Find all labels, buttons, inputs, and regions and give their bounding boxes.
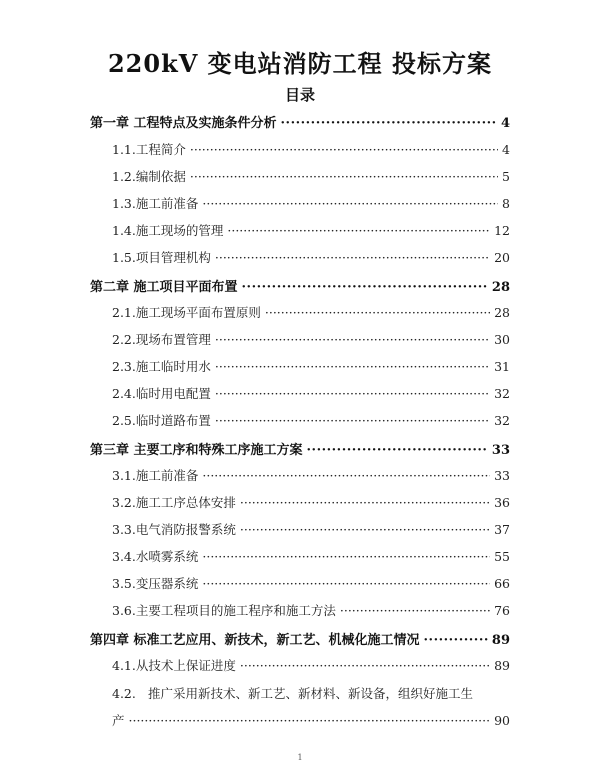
toc-page-number: 12 (494, 223, 510, 238)
toc-chapter-label: 第四章 标准工艺应用、新技术，新工艺、机械化施工情况 (90, 633, 420, 648)
toc-page-number: 76 (494, 603, 510, 618)
toc-section-4-2-line1[interactable] (112, 684, 473, 702)
toc-section-label: 施工前准备 (135, 468, 199, 483)
toc-section-4-2-line2[interactable] (112, 711, 510, 729)
leader-dots (340, 603, 490, 618)
leader-dots (227, 223, 490, 238)
leader-dots (215, 413, 490, 428)
toc-section-number: 2.1. (112, 305, 136, 320)
leader-dots (190, 169, 498, 184)
toc-section-2-1[interactable] (112, 303, 510, 321)
toc-chapter-4[interactable] (90, 629, 510, 648)
leader-dots (129, 713, 491, 728)
toc-section-label: 编制依据 (135, 169, 186, 184)
toc-section-number: 3.5. (112, 576, 136, 591)
toc-section-number: 2.3. (112, 359, 136, 374)
toc-section-number: 1.4. (112, 223, 136, 238)
toc-page-number: 28 (494, 305, 510, 320)
leader-dots (307, 443, 488, 458)
toc-page-number: 5 (502, 169, 510, 184)
toc-section-2-4[interactable] (112, 384, 510, 402)
toc-section-4-1[interactable] (112, 656, 510, 674)
toc-page-number: 33 (491, 443, 510, 458)
toc-section-1-1[interactable] (112, 140, 510, 158)
toc-chapter-1[interactable] (90, 112, 510, 131)
leader-dots (242, 280, 488, 295)
toc-section-label-continued: 产 (112, 713, 125, 728)
toc-page-number: 30 (494, 332, 510, 347)
leader-dots (240, 522, 490, 537)
toc-section-number: 4.1. (112, 658, 136, 673)
toc-section-label: 临时道路布置 (135, 413, 211, 428)
toc-section-label: 施工现场的管理 (135, 223, 224, 238)
toc-section-label: 现场布置管理 (135, 332, 211, 347)
toc-section-2-5[interactable] (112, 411, 510, 429)
toc-section-label: 施工前准备 (135, 196, 199, 211)
toc-section-number: 3.1. (112, 468, 136, 483)
leader-dots (281, 116, 497, 131)
toc-section-number: 2.4. (112, 386, 136, 401)
toc-section-label: 施工现场平面布置原则 (135, 305, 261, 320)
toc-page-number: 32 (494, 386, 510, 401)
toc-section-label: 推广采用新技术、新工艺、新材料、新设备，组织好施工生 (148, 686, 474, 701)
toc-section-number: 3.3. (112, 522, 136, 537)
toc-page-number: 4 (500, 116, 510, 131)
toc-chapter-label: 第三章 主要工序和特殊工序施工方案 (90, 443, 303, 458)
toc-section-label: 水喷雾系统 (135, 549, 199, 564)
toc-page-number: 4 (502, 142, 510, 157)
toc-section-label: 施工临时用水 (135, 359, 211, 374)
toc-section-label: 临时用电配置 (135, 386, 211, 401)
toc-page-number: 31 (494, 359, 510, 374)
toc-section-2-2[interactable] (112, 330, 510, 348)
leader-dots (240, 658, 490, 673)
toc-section-number: 4.2. (112, 686, 136, 701)
toc-section-1-3[interactable] (112, 194, 510, 212)
toc-section-label: 项目管理机构 (135, 250, 211, 265)
toc-section-label: 电气消防报警系统 (135, 522, 236, 537)
toc-section-3-3[interactable] (112, 520, 510, 538)
toc-page-number: 66 (494, 576, 510, 591)
leader-dots (202, 196, 498, 211)
toc-section-3-4[interactable] (112, 547, 510, 565)
toc-section-number: 1.1. (112, 142, 136, 157)
toc-section-1-4[interactable] (112, 221, 510, 239)
leader-dots (215, 332, 490, 347)
toc-section-1-5[interactable] (112, 248, 510, 266)
toc-page-number: 36 (494, 495, 510, 510)
toc-page-number: 32 (494, 413, 510, 428)
toc-page-number: 55 (494, 549, 510, 564)
toc-section-number: 1.5. (112, 250, 136, 265)
toc-page-number: 37 (494, 522, 510, 537)
toc-section-label: 主要工程项目的施工程序和施工方法 (135, 603, 336, 618)
toc-page-number: 8 (502, 196, 510, 211)
toc-section-3-1[interactable] (112, 466, 510, 484)
toc-page-number: 28 (491, 280, 510, 295)
toc-section-3-5[interactable] (112, 574, 510, 592)
toc-chapter-3[interactable] (90, 439, 510, 458)
toc-page-number: 89 (491, 633, 510, 648)
toc-section-1-2[interactable] (112, 167, 510, 185)
toc-section-3-6[interactable] (112, 601, 510, 619)
leader-dots (215, 359, 490, 374)
toc-section-number: 2.2. (112, 332, 136, 347)
toc-section-number: 1.3. (112, 196, 136, 211)
leader-dots (424, 633, 488, 648)
document-title: 220kV 变电站消防工程 投标方案 (107, 49, 493, 78)
toc-heading: 目录 (284, 86, 315, 104)
toc-chapter-2[interactable] (90, 276, 510, 295)
leader-dots (215, 386, 490, 401)
toc-section-label: 变压器系统 (135, 576, 199, 591)
toc-page-number: 20 (494, 250, 510, 265)
toc-section-number: 1.2. (112, 169, 136, 184)
leader-dots (240, 495, 490, 510)
toc-page-number: 89 (494, 658, 510, 673)
leader-dots (202, 549, 490, 564)
leader-dots (215, 250, 490, 265)
leader-dots (265, 305, 490, 320)
toc-chapter-label: 第一章 工程特点及实施条件分析 (90, 116, 277, 131)
toc-section-label: 施工工序总体安排 (135, 495, 236, 510)
toc-section-label: 工程简介 (135, 142, 186, 157)
leader-dots (190, 142, 498, 157)
toc-section-3-2[interactable] (112, 493, 510, 511)
toc-section-number: 3.4. (112, 549, 136, 564)
toc-section-2-3[interactable] (112, 357, 510, 375)
toc-section-number: 3.2. (112, 495, 136, 510)
toc-chapter-label: 第二章 施工项目平面布置 (90, 280, 238, 295)
toc-section-number: 3.6. (112, 603, 136, 618)
toc-page-number: 33 (494, 468, 510, 483)
leader-dots (202, 468, 490, 483)
toc-section-number: 2.5. (112, 413, 136, 428)
toc-section-label: 从技术上保证进度 (135, 658, 236, 673)
leader-dots (202, 576, 490, 591)
page-number: 1 (297, 753, 303, 762)
toc-page-number: 90 (494, 713, 510, 728)
